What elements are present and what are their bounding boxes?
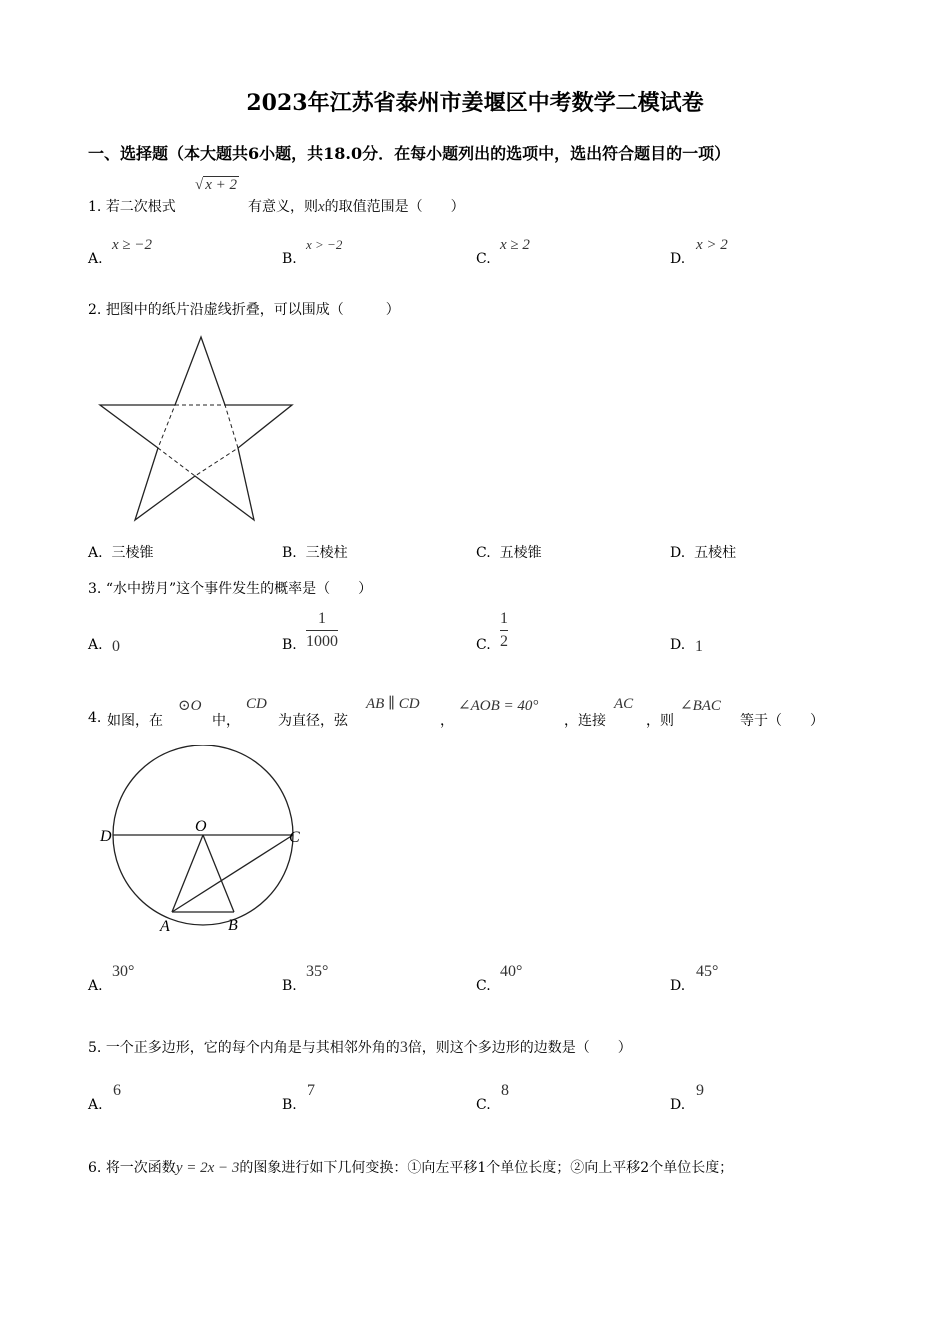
- star-net-figure: [95, 330, 300, 525]
- math-angle-aob: ∠AOB = 40°: [458, 698, 539, 714]
- math-ab-parallel-cd: AB ∥ CD: [366, 696, 420, 712]
- question-text: 有意义，则: [248, 199, 318, 215]
- q3-option-b-label[interactable]: B.: [282, 637, 297, 653]
- question-text: 中，: [212, 713, 240, 729]
- question-text: ，则: [646, 713, 674, 729]
- question-1-cont: [248, 196, 465, 216]
- q4-option-c-label[interactable]: C.: [476, 978, 491, 994]
- q5-option-b[interactable]: 7: [307, 1082, 315, 1099]
- denominator: 2: [500, 633, 508, 650]
- question-text: 的图象进行如下几何变换：①向左平移1个单位长度；②向上平移2个单位长度；: [239, 1160, 734, 1176]
- q4-option-d-label[interactable]: D.: [670, 978, 686, 994]
- question-text: 等于（ ）: [740, 713, 824, 729]
- q4-option-b-label[interactable]: B.: [282, 978, 297, 994]
- radicand: x + 2: [205, 177, 238, 193]
- q3-option-d-label[interactable]: D.: [670, 637, 686, 653]
- label-o: O: [195, 818, 207, 835]
- question-number: 5.: [88, 1040, 102, 1056]
- question-number: 2.: [88, 302, 102, 318]
- q5-option-a[interactable]: 6: [113, 1082, 121, 1099]
- q4-option-a-label[interactable]: A.: [88, 978, 103, 994]
- circle-figure: [95, 745, 315, 940]
- q2-option-c[interactable]: C. 五棱锥: [476, 545, 542, 561]
- q1-option-d-label[interactable]: D.: [670, 251, 686, 267]
- q4-option-d[interactable]: 45°: [696, 963, 719, 980]
- label-c: C: [289, 829, 300, 846]
- question-text: 倍，则这个多边形的边数是（ ）: [407, 1040, 632, 1056]
- question-number: 6.: [88, 1160, 102, 1176]
- question-number: 3.: [88, 581, 102, 597]
- question-1: [88, 196, 176, 216]
- q2-option-b[interactable]: B. 三棱柱: [282, 545, 348, 561]
- question-6: [88, 1157, 733, 1177]
- segment-ac: [172, 835, 293, 912]
- q5-option-d-label[interactable]: D.: [670, 1097, 686, 1113]
- math-ac: AC: [614, 696, 634, 712]
- q3-option-d[interactable]: 1: [695, 638, 703, 655]
- question-4-number: 4.: [88, 710, 102, 726]
- question-text: 为直径，弦: [278, 713, 348, 729]
- label-d: D: [100, 828, 112, 845]
- variable-x: x: [318, 199, 325, 215]
- exam-title: 2023年江苏省泰州市姜堰区中考数学二模试卷: [246, 90, 704, 116]
- question-5: [88, 1037, 632, 1057]
- numerator: 1: [318, 610, 326, 627]
- q3-option-a-label[interactable]: A.: [88, 637, 103, 653]
- q1-option-b-label[interactable]: B.: [282, 251, 297, 267]
- question-number: 1.: [88, 199, 102, 215]
- q3-option-c[interactable]: [500, 610, 508, 651]
- section-header: 一、选择题（本大题共6小题，共18.0分．在每小题列出的选项中，选出符合题目的一项）: [88, 144, 731, 163]
- question-text: 的取值范围是（ ）: [324, 199, 465, 215]
- q5-option-d[interactable]: 9: [696, 1082, 704, 1099]
- question-text: 如图，在: [107, 713, 163, 729]
- question-text: 把图中的纸片沿虚线折叠，可以围成（ ）: [105, 302, 400, 318]
- star-outline: [100, 337, 292, 520]
- question-text: “水中捞月”这个事件发生的概率是（ ）: [105, 581, 373, 597]
- question-text: 若二次根式: [105, 199, 176, 215]
- math-angle-bac: ∠BAC: [680, 698, 721, 714]
- fold-lines: [158, 405, 238, 476]
- math-3: 3: [399, 1039, 408, 1056]
- q5-option-a-label[interactable]: A.: [88, 1097, 103, 1113]
- segment-ob: [203, 835, 234, 912]
- math-cd: CD: [246, 696, 267, 712]
- q3-option-b[interactable]: [306, 610, 338, 651]
- math-circle-o: ⊙O: [178, 698, 202, 714]
- q5-option-c-label[interactable]: C.: [476, 1097, 491, 1113]
- question-text: 一个正多边形，它的每个内角是与其相邻外角的: [105, 1040, 400, 1056]
- question-text: ，: [440, 713, 454, 729]
- question-3: [88, 578, 372, 598]
- question-2: [88, 299, 400, 319]
- question-text: 将一次函数: [105, 1160, 176, 1176]
- sqrt-expression: √ x + 2: [195, 177, 238, 193]
- q5-option-b-label[interactable]: B.: [282, 1097, 297, 1113]
- q4-option-b[interactable]: 35°: [306, 963, 329, 980]
- numerator: 1: [500, 610, 508, 627]
- q2-option-d[interactable]: D. 五棱柱: [670, 545, 737, 561]
- denominator: 1000: [306, 633, 338, 650]
- q2-option-a[interactable]: A. 三棱锥: [88, 545, 154, 561]
- q1-option-a[interactable]: x ≥ −2: [112, 237, 153, 253]
- math-function: y = 2x − 3: [175, 1160, 240, 1176]
- q4-option-c[interactable]: 40°: [500, 963, 523, 980]
- q1-option-c-label[interactable]: C.: [476, 251, 491, 267]
- q4-option-a[interactable]: 30°: [112, 963, 135, 980]
- q1-option-d[interactable]: x > 2: [696, 237, 728, 253]
- segment-oa: [172, 835, 203, 912]
- q3-option-a[interactable]: 0: [112, 638, 120, 655]
- question-text: ，连接: [564, 713, 606, 729]
- label-b: B: [228, 917, 238, 934]
- q1-option-c[interactable]: x ≥ 2: [500, 237, 530, 253]
- q1-option-a-label[interactable]: A.: [88, 251, 103, 267]
- q3-option-c-label[interactable]: C.: [476, 637, 491, 653]
- q5-option-c[interactable]: 8: [501, 1082, 509, 1099]
- label-a: A: [160, 918, 170, 935]
- q1-option-b[interactable]: x > −2: [306, 237, 343, 252]
